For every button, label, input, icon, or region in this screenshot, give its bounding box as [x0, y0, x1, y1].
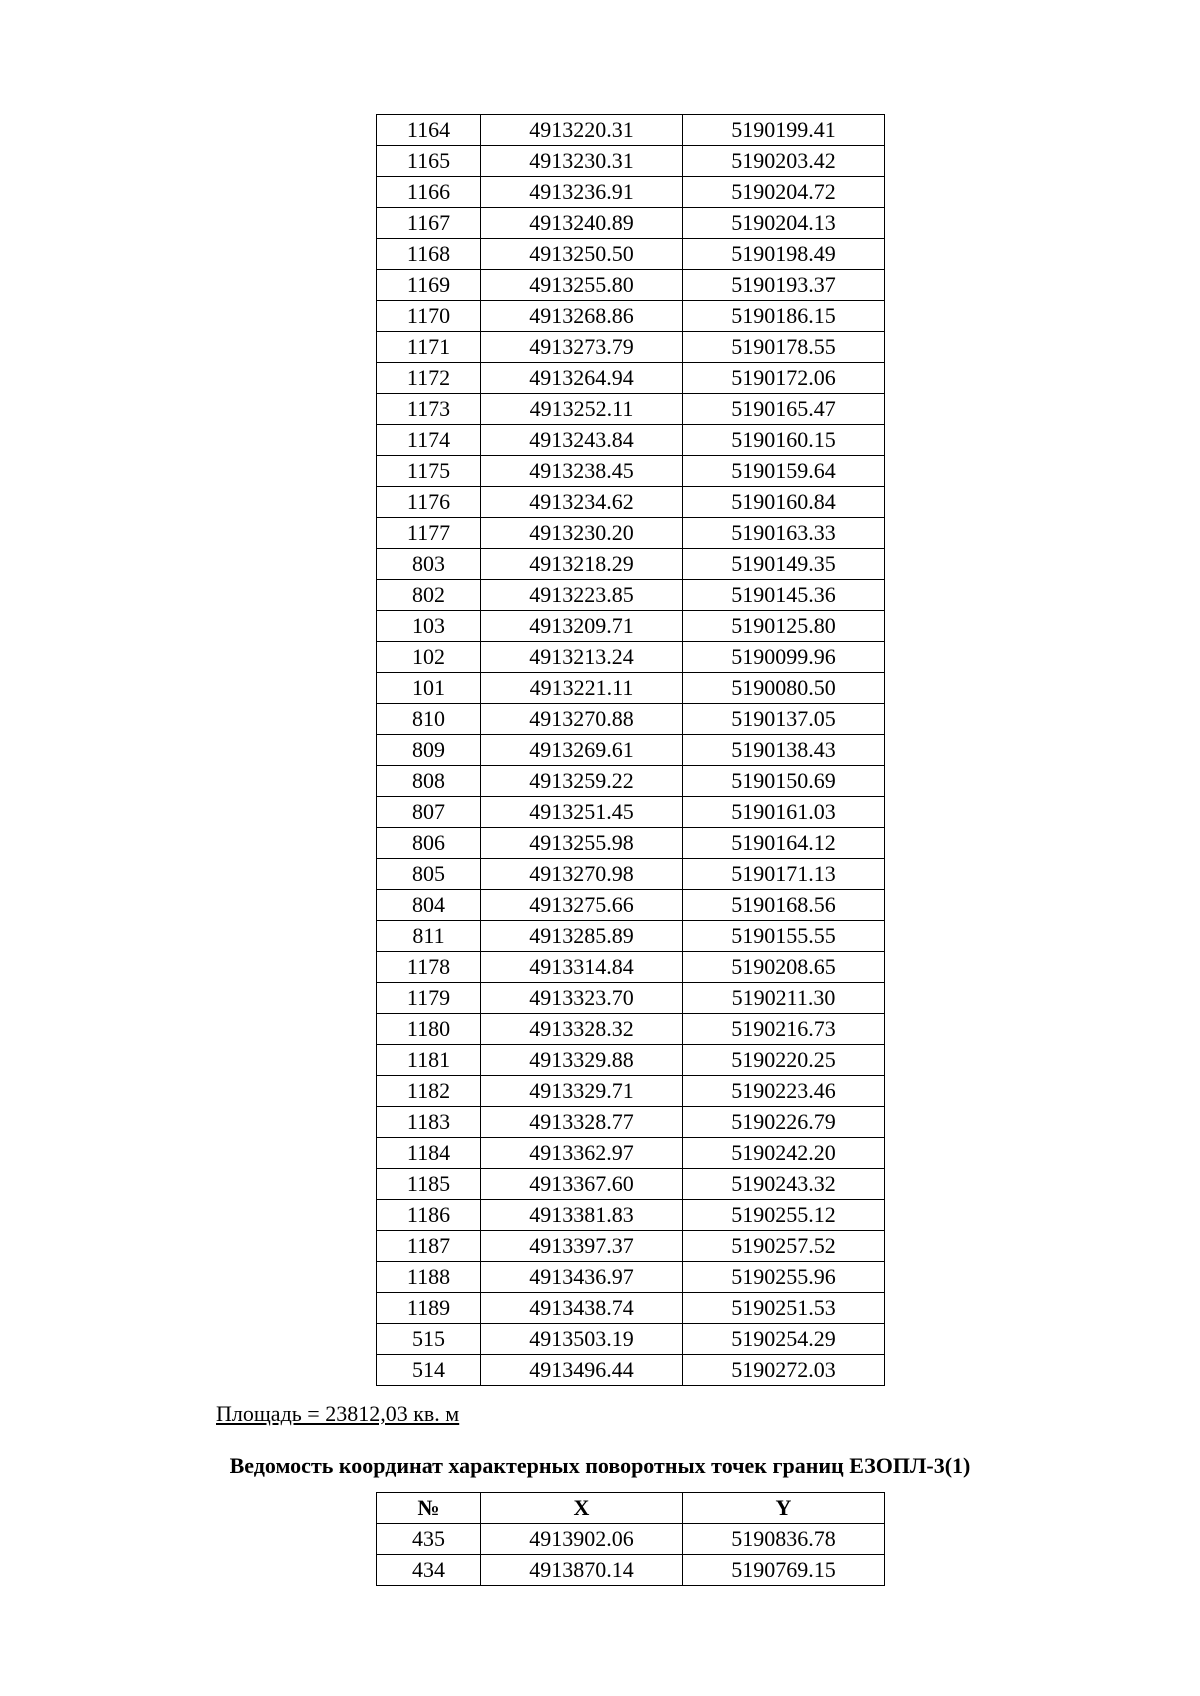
y-coordinate-cell: 5190138.43	[683, 735, 885, 766]
point-number-cell: 1173	[377, 394, 481, 425]
y-coordinate-cell: 5190155.55	[683, 921, 885, 952]
y-coordinate-cell: 5190255.12	[683, 1200, 885, 1231]
point-number-cell: 1179	[377, 983, 481, 1014]
y-coordinate-cell: 5190137.05	[683, 704, 885, 735]
y-coordinate-cell: 5190159.64	[683, 456, 885, 487]
y-coordinate-cell: 5190145.36	[683, 580, 885, 611]
x-coordinate-cell: 4913209.71	[481, 611, 683, 642]
point-number-cell: 103	[377, 611, 481, 642]
x-coordinate-cell: 4913236.91	[481, 177, 683, 208]
table-row	[377, 146, 885, 177]
x-coordinate-cell: 4913230.31	[481, 146, 683, 177]
point-number-cell: 101	[377, 673, 481, 704]
x-coordinate-cell: 4913270.98	[481, 859, 683, 890]
table-row	[377, 332, 885, 363]
table-row	[377, 735, 885, 766]
y-coordinate-cell: 5190168.56	[683, 890, 885, 921]
y-coordinate-cell: 5190193.37	[683, 270, 885, 301]
point-number-cell: 1182	[377, 1076, 481, 1107]
y-coordinate-cell: 5190172.06	[683, 363, 885, 394]
table-row	[377, 115, 885, 146]
y-coordinate-cell: 5190164.12	[683, 828, 885, 859]
table-row	[377, 425, 885, 456]
x-coordinate-cell: 4913221.11	[481, 673, 683, 704]
y-coordinate-cell: 5190216.73	[683, 1014, 885, 1045]
y-coordinate-cell: 5190150.69	[683, 766, 885, 797]
point-number-cell: 1175	[377, 456, 481, 487]
table-row	[377, 1014, 885, 1045]
table-row	[377, 797, 885, 828]
x-coordinate-cell: 4913496.44	[481, 1355, 683, 1386]
point-number-cell: 1164	[377, 115, 481, 146]
table-row	[377, 363, 885, 394]
table-row	[377, 1555, 885, 1586]
point-number-cell: 102	[377, 642, 481, 673]
table-row	[377, 1262, 885, 1293]
table-row	[377, 239, 885, 270]
x-coordinate-cell: 4913329.88	[481, 1045, 683, 1076]
x-coordinate-cell: 4913250.50	[481, 239, 683, 270]
x-coordinate-cell: 4913218.29	[481, 549, 683, 580]
table-row	[377, 518, 885, 549]
table-row	[377, 1107, 885, 1138]
point-number-cell: 1174	[377, 425, 481, 456]
point-number-cell: 1180	[377, 1014, 481, 1045]
table-row	[377, 890, 885, 921]
y-coordinate-cell: 5190171.13	[683, 859, 885, 890]
x-coordinate-cell: 4913436.97	[481, 1262, 683, 1293]
point-number-cell: 1170	[377, 301, 481, 332]
table-row	[377, 673, 885, 704]
x-coordinate-cell: 4913323.70	[481, 983, 683, 1014]
y-coordinate-cell: 5190165.47	[683, 394, 885, 425]
point-number-cell: 515	[377, 1324, 481, 1355]
x-coordinate-cell: 4913870.14	[481, 1555, 683, 1586]
point-number-cell: 805	[377, 859, 481, 890]
table-row	[377, 828, 885, 859]
table-row	[377, 1076, 885, 1107]
x-coordinate-cell: 4913328.77	[481, 1107, 683, 1138]
x-coordinate-cell: 4913275.66	[481, 890, 683, 921]
y-coordinate-cell: 5190251.53	[683, 1293, 885, 1324]
table-row	[377, 1324, 885, 1355]
y-coordinate-cell: 5190198.49	[683, 239, 885, 270]
coordinates-table-second-body	[377, 1524, 885, 1586]
x-coordinate-cell: 4913314.84	[481, 952, 683, 983]
table-row	[377, 766, 885, 797]
x-coordinate-cell: 4913503.19	[481, 1324, 683, 1355]
y-coordinate-cell: 5190163.33	[683, 518, 885, 549]
point-number-cell: 1177	[377, 518, 481, 549]
x-coordinate-cell: 4913902.06	[481, 1524, 683, 1555]
x-coordinate-cell: 4913264.94	[481, 363, 683, 394]
point-number-cell: 1167	[377, 208, 481, 239]
point-number-cell: 1183	[377, 1107, 481, 1138]
x-coordinate-cell: 4913438.74	[481, 1293, 683, 1324]
point-number-cell: 1169	[377, 270, 481, 301]
coordinates-table-main-body	[377, 115, 885, 1386]
y-coordinate-cell: 5190125.80	[683, 611, 885, 642]
table-row	[377, 394, 885, 425]
table-row	[377, 921, 885, 952]
x-coordinate-cell: 4913243.84	[481, 425, 683, 456]
y-coordinate-cell: 5190769.15	[683, 1555, 885, 1586]
x-coordinate-cell: 4913230.20	[481, 518, 683, 549]
table-row	[377, 1169, 885, 1200]
table-row	[377, 1200, 885, 1231]
x-coordinate-cell: 4913213.24	[481, 642, 683, 673]
point-number-cell: 1178	[377, 952, 481, 983]
y-coordinate-cell: 5190223.46	[683, 1076, 885, 1107]
point-number-cell: 1166	[377, 177, 481, 208]
point-number-cell: 1188	[377, 1262, 481, 1293]
table-row	[377, 456, 885, 487]
table-header-row	[377, 1493, 885, 1524]
x-coordinate-cell: 4913367.60	[481, 1169, 683, 1200]
table-row	[377, 859, 885, 890]
table-row	[377, 549, 885, 580]
point-number-cell: 1168	[377, 239, 481, 270]
point-number-cell: 804	[377, 890, 481, 921]
x-coordinate-cell: 4913255.98	[481, 828, 683, 859]
x-coordinate-cell: 4913240.89	[481, 208, 683, 239]
y-coordinate-cell: 5190242.20	[683, 1138, 885, 1169]
x-coordinate-cell: 4913329.71	[481, 1076, 683, 1107]
y-coordinate-cell: 5190255.96	[683, 1262, 885, 1293]
x-coordinate-cell: 4913238.45	[481, 456, 683, 487]
y-coordinate-cell: 5190211.30	[683, 983, 885, 1014]
coordinates-table-main	[376, 114, 885, 1386]
y-coordinate-cell: 5190186.15	[683, 301, 885, 332]
table-row	[377, 1293, 885, 1324]
point-number-cell: 809	[377, 735, 481, 766]
table-row	[377, 1355, 885, 1386]
table-row	[377, 177, 885, 208]
point-number-cell: 1187	[377, 1231, 481, 1262]
table-row	[377, 1524, 885, 1555]
y-coordinate-cell: 5190204.72	[683, 177, 885, 208]
point-number-cell: 1172	[377, 363, 481, 394]
point-number-cell: 807	[377, 797, 481, 828]
coordinates-table-second	[376, 1492, 885, 1586]
point-number-cell: 1184	[377, 1138, 481, 1169]
x-coordinate-cell: 4913273.79	[481, 332, 683, 363]
table-row	[377, 208, 885, 239]
point-number-cell: 811	[377, 921, 481, 952]
x-coordinate-cell: 4913220.31	[481, 115, 683, 146]
x-coordinate-cell: 4913397.37	[481, 1231, 683, 1262]
table-row	[377, 580, 885, 611]
y-coordinate-cell: 5190226.79	[683, 1107, 885, 1138]
table-row	[377, 270, 885, 301]
x-coordinate-cell: 4913268.86	[481, 301, 683, 332]
x-coordinate-cell: 4913251.45	[481, 797, 683, 828]
y-coordinate-cell: 5190199.41	[683, 115, 885, 146]
x-coordinate-cell: 4913252.11	[481, 394, 683, 425]
point-number-cell: 806	[377, 828, 481, 859]
header-number: №	[377, 1493, 481, 1524]
table-row	[377, 704, 885, 735]
x-coordinate-cell: 4913259.22	[481, 766, 683, 797]
y-coordinate-cell: 5190080.50	[683, 673, 885, 704]
y-coordinate-cell: 5190254.29	[683, 1324, 885, 1355]
table-row	[377, 983, 885, 1014]
point-number-cell: 1189	[377, 1293, 481, 1324]
x-coordinate-cell: 4913285.89	[481, 921, 683, 952]
x-coordinate-cell: 4913223.85	[481, 580, 683, 611]
point-number-cell: 1165	[377, 146, 481, 177]
y-coordinate-cell: 5190836.78	[683, 1524, 885, 1555]
point-number-cell: 810	[377, 704, 481, 735]
y-coordinate-cell: 5190149.35	[683, 549, 885, 580]
coordinates-table-second-header	[377, 1493, 885, 1524]
x-coordinate-cell: 4913269.61	[481, 735, 683, 766]
point-number-cell: 435	[377, 1524, 481, 1555]
y-coordinate-cell: 5190160.84	[683, 487, 885, 518]
point-number-cell: 803	[377, 549, 481, 580]
x-coordinate-cell: 4913270.88	[481, 704, 683, 735]
table-row	[377, 1045, 885, 1076]
x-coordinate-cell: 4913362.97	[481, 1138, 683, 1169]
y-coordinate-cell: 5190178.55	[683, 332, 885, 363]
point-number-cell: 1181	[377, 1045, 481, 1076]
y-coordinate-cell: 5190220.25	[683, 1045, 885, 1076]
table-row	[377, 642, 885, 673]
point-number-cell: 808	[377, 766, 481, 797]
table-row	[377, 952, 885, 983]
table-row	[377, 487, 885, 518]
point-number-cell: 802	[377, 580, 481, 611]
point-number-cell: 1176	[377, 487, 481, 518]
header-x: X	[481, 1493, 683, 1524]
point-number-cell: 434	[377, 1555, 481, 1586]
y-coordinate-cell: 5190257.52	[683, 1231, 885, 1262]
y-coordinate-cell: 5190203.42	[683, 146, 885, 177]
area-text: Площадь = 23812,03 кв. м	[216, 1401, 460, 1426]
x-coordinate-cell: 4913255.80	[481, 270, 683, 301]
x-coordinate-cell: 4913328.32	[481, 1014, 683, 1045]
point-number-cell: 1185	[377, 1169, 481, 1200]
section-heading: Ведомость координат характерных поворотных точек границ ЕЗОПЛ-3(1)	[229, 1453, 971, 1478]
table-row	[377, 1138, 885, 1169]
y-coordinate-cell: 5190160.15	[683, 425, 885, 456]
y-coordinate-cell: 5190204.13	[683, 208, 885, 239]
point-number-cell: 1186	[377, 1200, 481, 1231]
table-row	[377, 1231, 885, 1262]
y-coordinate-cell: 5190208.65	[683, 952, 885, 983]
table-row	[377, 611, 885, 642]
y-coordinate-cell: 5190161.03	[683, 797, 885, 828]
header-y: Y	[683, 1493, 885, 1524]
x-coordinate-cell: 4913381.83	[481, 1200, 683, 1231]
point-number-cell: 1171	[377, 332, 481, 363]
y-coordinate-cell: 5190099.96	[683, 642, 885, 673]
point-number-cell: 514	[377, 1355, 481, 1386]
table-row	[377, 301, 885, 332]
y-coordinate-cell: 5190272.03	[683, 1355, 885, 1386]
y-coordinate-cell: 5190243.32	[683, 1169, 885, 1200]
x-coordinate-cell: 4913234.62	[481, 487, 683, 518]
